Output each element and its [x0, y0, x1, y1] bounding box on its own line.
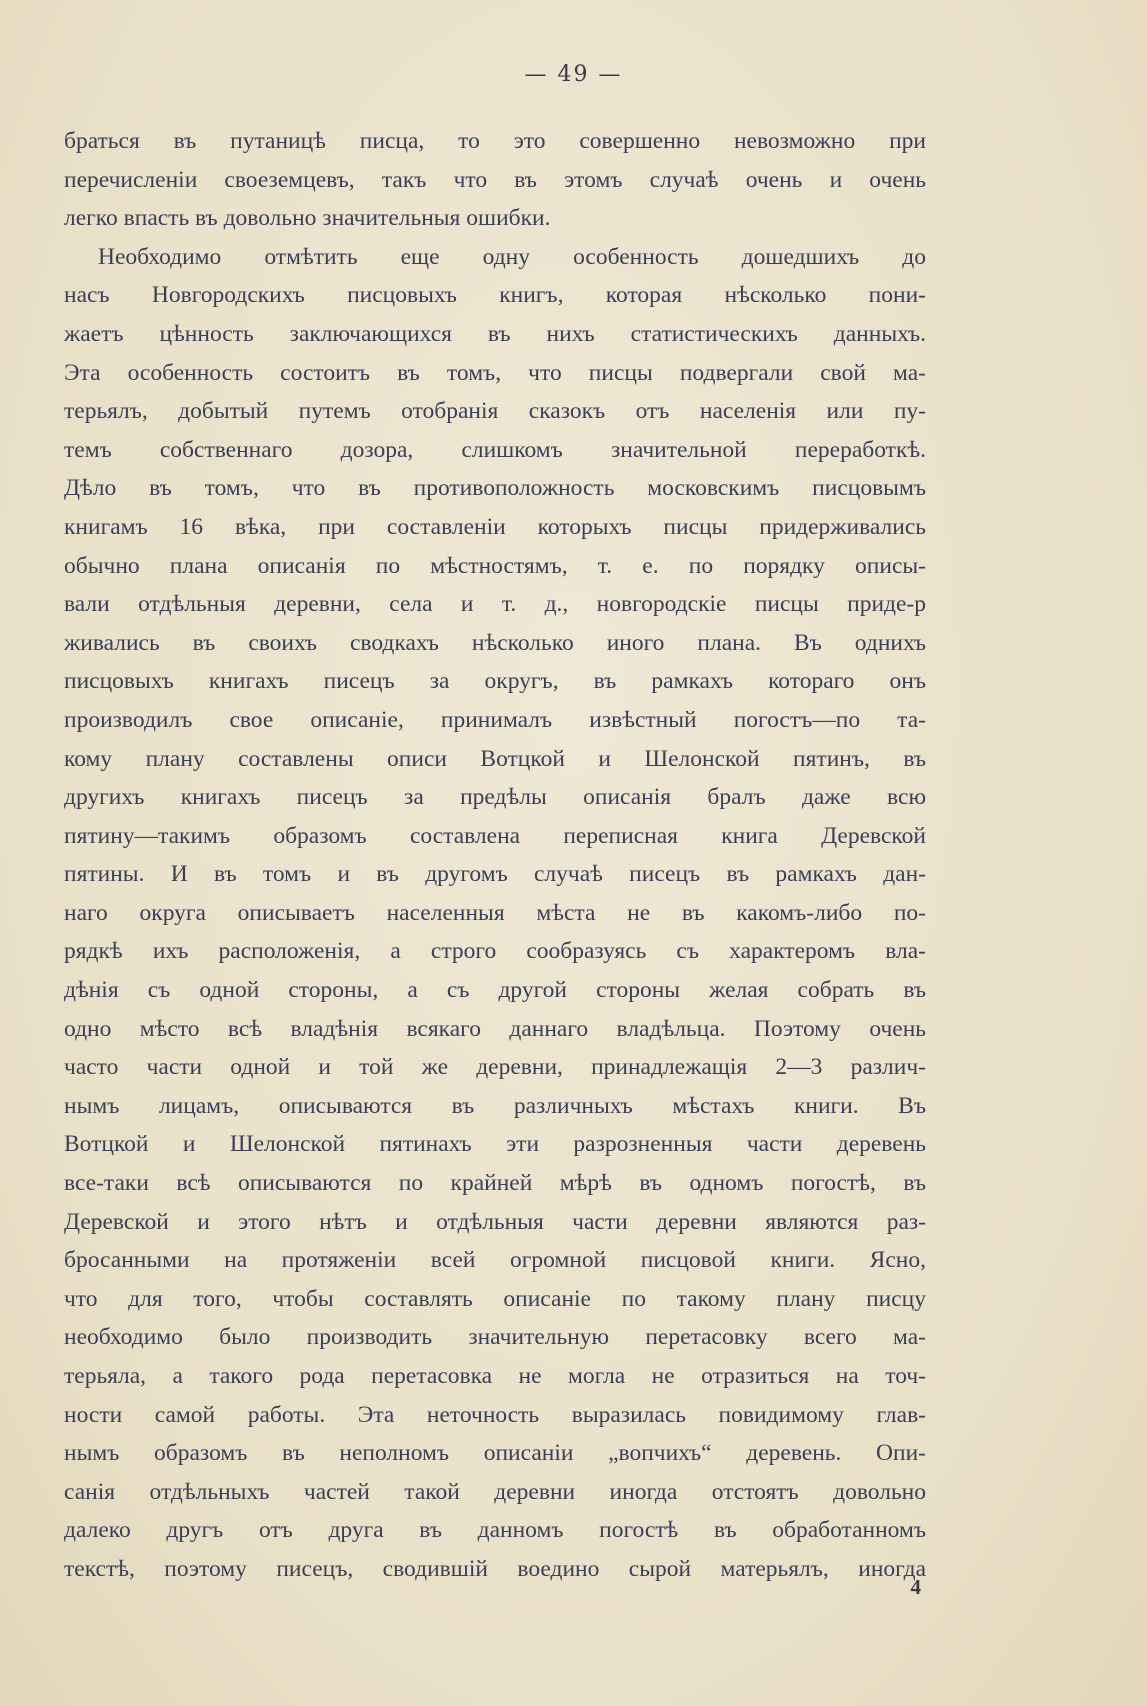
text-line: санія отдѣльныхъ частей такой деревни иногда отстоятъ довольно — [64, 1478, 926, 1505]
text-line: другихъ книгахъ писецъ за предѣлы описанія бралъ даже всю — [64, 784, 926, 811]
text-line: бросанными на протяженіи всей огромной писцовой книги. Ясно, — [64, 1247, 926, 1274]
body-text — [64, 122, 926, 1589]
text-line: Эта особенность состоитъ въ томъ, что писцы подвергали свой ма- — [64, 359, 926, 386]
text-line: текстѣ, поэтому писецъ, сводившій воедино сырой матерьялъ, иногда — [64, 1555, 926, 1582]
text-line: вали отдѣльныя деревни, села и т. д., новгородскіе писцы приде-р — [64, 591, 926, 618]
text-line: наго округа описываетъ населенныя мѣста не въ какомъ-либо по- — [64, 899, 926, 926]
text-line: дѣнія съ одной стороны, а съ другой стороны желая собрать въ — [64, 977, 926, 1004]
text-line: Необходимо отмѣтить еще одну особенность дошедшихъ до — [98, 243, 926, 270]
text-line: пятину—такимъ образомъ составлена переписная книга Деревской — [64, 822, 926, 849]
text-line: далеко другъ отъ друга въ данномъ погостѣ въ обработанномъ — [64, 1517, 926, 1544]
text-line: Дѣло въ томъ, что въ противоположность московскимъ писцовымъ — [64, 475, 926, 502]
text-line: необходимо было производить значительную перетасовку всего ма- — [64, 1324, 926, 1351]
text-line: темъ собственнаго дозора, слишкомъ значительной переработкѣ. — [64, 436, 926, 463]
text-line: обычно плана описанія по мѣстностямъ, т. е. по порядку описы- — [64, 552, 926, 579]
text-line: Вотцкой и Шелонской пятинахъ эти разрозненныя части деревень — [64, 1131, 926, 1158]
signature-mark: 4 — [910, 1575, 921, 1599]
text-line: рядкѣ ихъ расположенія, а строго сообразуясь съ характеромъ вла- — [64, 938, 926, 965]
text-line: легко впасть въ довольно значительныя ошибки. — [64, 205, 551, 232]
text-line: кому плану составлены описи Вотцкой и Шелонской пятинъ, въ — [64, 745, 926, 772]
text-line: браться въ путаницѣ писца, то это совершенно невозможно при — [64, 128, 926, 154]
text-line: что для того, чтобы составлять описаніе по такому плану писцу — [64, 1285, 926, 1312]
text-line: живались въ своихъ сводкахъ нѣсколько иного плана. Въ однихъ — [64, 629, 926, 656]
text-line: одно мѣсто всѣ владѣнія всякаго даннаго владѣльца. Поэтому очень — [64, 1015, 926, 1042]
text-line: пятины. И въ томъ и въ другомъ случаѣ писецъ въ рамкахъ дан- — [64, 861, 926, 888]
text-line: писцовыхъ книгахъ писецъ за округъ, въ рамкахъ котораго онъ — [64, 668, 926, 695]
text-line: нымъ лицамъ, описываются въ различныхъ мѣстахъ книги. Въ — [64, 1092, 926, 1119]
text-line: терьяла, а такого рода перетасовка не могла не отразиться на точ- — [64, 1363, 926, 1389]
text-line: перечисленіи своеземцевъ, такъ что въ этомъ случаѣ очень и очень — [64, 166, 926, 193]
text-line: терьялъ, добытый путемъ отобранія сказокъ отъ населенія или пу- — [64, 398, 926, 425]
text-line: жаетъ цѣнность заключающихся въ нихъ статистическихъ данныхъ. — [64, 320, 926, 347]
text-line: насъ Новгородскихъ писцовыхъ книгъ, которая нѣсколько пони- — [64, 282, 926, 309]
page-number: — 49 — — [524, 62, 623, 87]
text-line: нымъ образомъ въ неполномъ описаніи „вопчихъ“ деревень. Опи- — [64, 1440, 926, 1467]
text-line: Деревской и этого нѣтъ и отдѣльныя части деревни являются раз- — [64, 1208, 926, 1235]
text-line: ности самой работы. Эта неточность выразилась повидимому глав- — [64, 1401, 926, 1428]
text-line: книгамъ 16 вѣка, при составленіи которыхъ писцы придерживались — [64, 513, 926, 540]
text-line: все-таки всѣ описываются по крайней мѣрѣ въ одномъ погостѣ, въ — [64, 1170, 926, 1197]
text-line: часто части одной и той же деревни, принадлежащія 2—3 различ- — [64, 1054, 926, 1081]
text-line: производилъ свое описаніе, принималъ извѣстный погостъ—по та- — [64, 706, 926, 733]
